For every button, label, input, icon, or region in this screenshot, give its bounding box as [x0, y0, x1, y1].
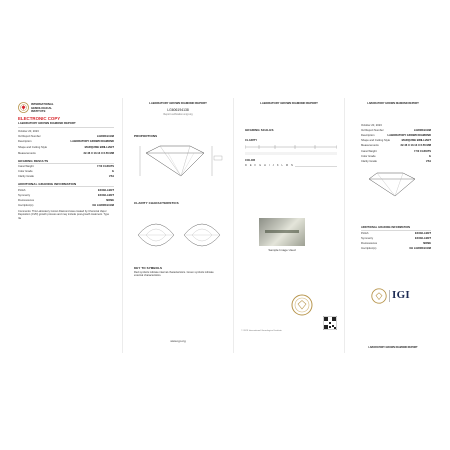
grading-row: Clarity Grade VS1: [18, 175, 114, 178]
info-row: Description LABORATORY GROWN DIAMOND: [361, 134, 431, 137]
additional-info-heading: ADDITIONAL GRADING INFORMATION: [361, 226, 411, 229]
color-letter: F: [254, 164, 257, 167]
additional-row: Symmetry EXCELLENT: [18, 194, 114, 197]
website-text: www.igi.org: [170, 339, 186, 343]
color-scale-label: COLOR: [245, 158, 256, 162]
info-row: Measurements 22.46 X 10.13 X 6.56 MM: [18, 152, 114, 155]
proportions-diagram-small: [363, 168, 425, 200]
info-row: Shape and Cutting Style MARQUISE BRILLIANT: [18, 146, 114, 149]
panel4-title: LABORATORY GROWN DIAMOND REPORT: [367, 102, 419, 105]
additional-row: Polish EXCELLENT: [361, 232, 431, 235]
igi-logo-divider: [389, 290, 390, 302]
info-row: Measurements 22.46 X 10.13 X 6.56 MM: [361, 144, 431, 147]
org-name-line-1: INTERNATIONAL: [31, 102, 54, 106]
clarity-heading: CLARITY CHARACTERISTICS: [134, 201, 179, 205]
info-row: IGI Report Number LG606194138: [361, 129, 431, 132]
info-row: October 20, 2023: [361, 124, 382, 127]
color-letter: K: [276, 164, 279, 167]
additional-info-heading: ADDITIONAL GRADING INFORMATION: [18, 182, 77, 186]
info-row: Description LABORATORY GROWN DIAMOND: [18, 140, 114, 143]
igi-gold-seal: [291, 294, 313, 316]
qr-code: [323, 316, 337, 330]
report-panel-back: [347, 98, 439, 353]
panel2-title: LABORATORY GROWN DIAMOND REPORT: [149, 101, 207, 105]
info-row: Carat Weight 7.50 CARATS: [361, 150, 431, 153]
clarity-scale-label: CLARITY: [245, 138, 258, 142]
additional-row: Polish EXCELLENT: [18, 189, 114, 192]
clarity-scale-bar: [245, 145, 337, 157]
grading-row: Carat Weight 7.50 CARATS: [18, 165, 114, 168]
key-note: Red symbols indicate internal characteristics. Green symbols indicate external characteristics.: [134, 271, 214, 278]
panel4-bottom-title: LABORATORY GROWN DIAMOND REPORT: [368, 346, 418, 349]
org-name-line-2: GEMOLOGICAL: [31, 105, 53, 110]
additional-row: Fluorescence NONE: [361, 242, 431, 245]
copyright-footer: © 2023 International Gemological Institute: [241, 330, 282, 332]
color-scale-letters: [245, 164, 293, 167]
comments-text: Comments: This Laboratory Grown Diamond was created by Chemical Vapor Deposition (CVD) growth process and may include post-growth treatment. Type IIa: [18, 210, 110, 220]
proportions-heading: PROPORTIONS: [134, 134, 158, 138]
report-number: LG606194138: [167, 108, 189, 112]
sample-inscription-image: [259, 218, 305, 246]
proportions-diagram: [138, 138, 224, 182]
igi-seal-logo: [18, 102, 29, 113]
info-row: Color Grade G: [361, 155, 431, 158]
verification-subtitle: Report verification at igi.org: [163, 113, 193, 116]
igi-logo-text: IGI: [392, 289, 411, 301]
grading-results-heading: GRADING RESULTS: [18, 159, 49, 163]
key-to-symbols-heading: KEY TO SYMBOLS: [134, 266, 163, 270]
grading-scales-heading: GRADING SCALES: [245, 128, 274, 132]
report-title: LABORATORY GROWN DIAMOND REPORT: [18, 121, 76, 125]
color-letter: L: [281, 164, 283, 167]
color-letter: N: [291, 164, 293, 167]
color-letter: E: [249, 164, 252, 167]
report-panel-inner-right: [235, 98, 343, 353]
info-row: Shape and Cutting Style MARQUISE BRILLIANT: [361, 139, 431, 142]
info-row: IGI Report Number LG606194138: [18, 135, 114, 138]
color-letter: G: [259, 164, 262, 167]
info-row: October 20, 2023: [18, 130, 39, 133]
info-row: Clarity Grade VS1: [361, 160, 431, 163]
grading-row: Color Grade G: [18, 170, 114, 173]
report-panel-inner-left: [124, 98, 232, 353]
color-letter: J: [272, 164, 274, 167]
clarity-plot-diagram: [136, 211, 222, 259]
color-letter: I: [268, 164, 270, 167]
panel3-title: LABORATORY GROWN DIAMOND REPORT: [260, 101, 318, 105]
sample-image-caption: Sample Image Used: [268, 248, 296, 252]
additional-row: Inscription(s) IGI LG606194138: [18, 204, 114, 207]
additional-row: Fluorescence NONE: [18, 199, 114, 202]
color-letter: H: [264, 164, 266, 167]
color-letter: M: [285, 164, 289, 167]
electronic-copy-label: ELECTRONIC COPY: [18, 116, 61, 121]
color-letter: D: [245, 164, 247, 167]
org-name-line-3: INSTITUTE: [31, 109, 46, 113]
additional-row: Inscription(s) IGI LG606194138: [361, 247, 431, 250]
report-panel-front: [14, 98, 118, 353]
igi-seal-icon: [371, 288, 387, 304]
additional-row: Symmetry EXCELLENT: [361, 237, 431, 240]
